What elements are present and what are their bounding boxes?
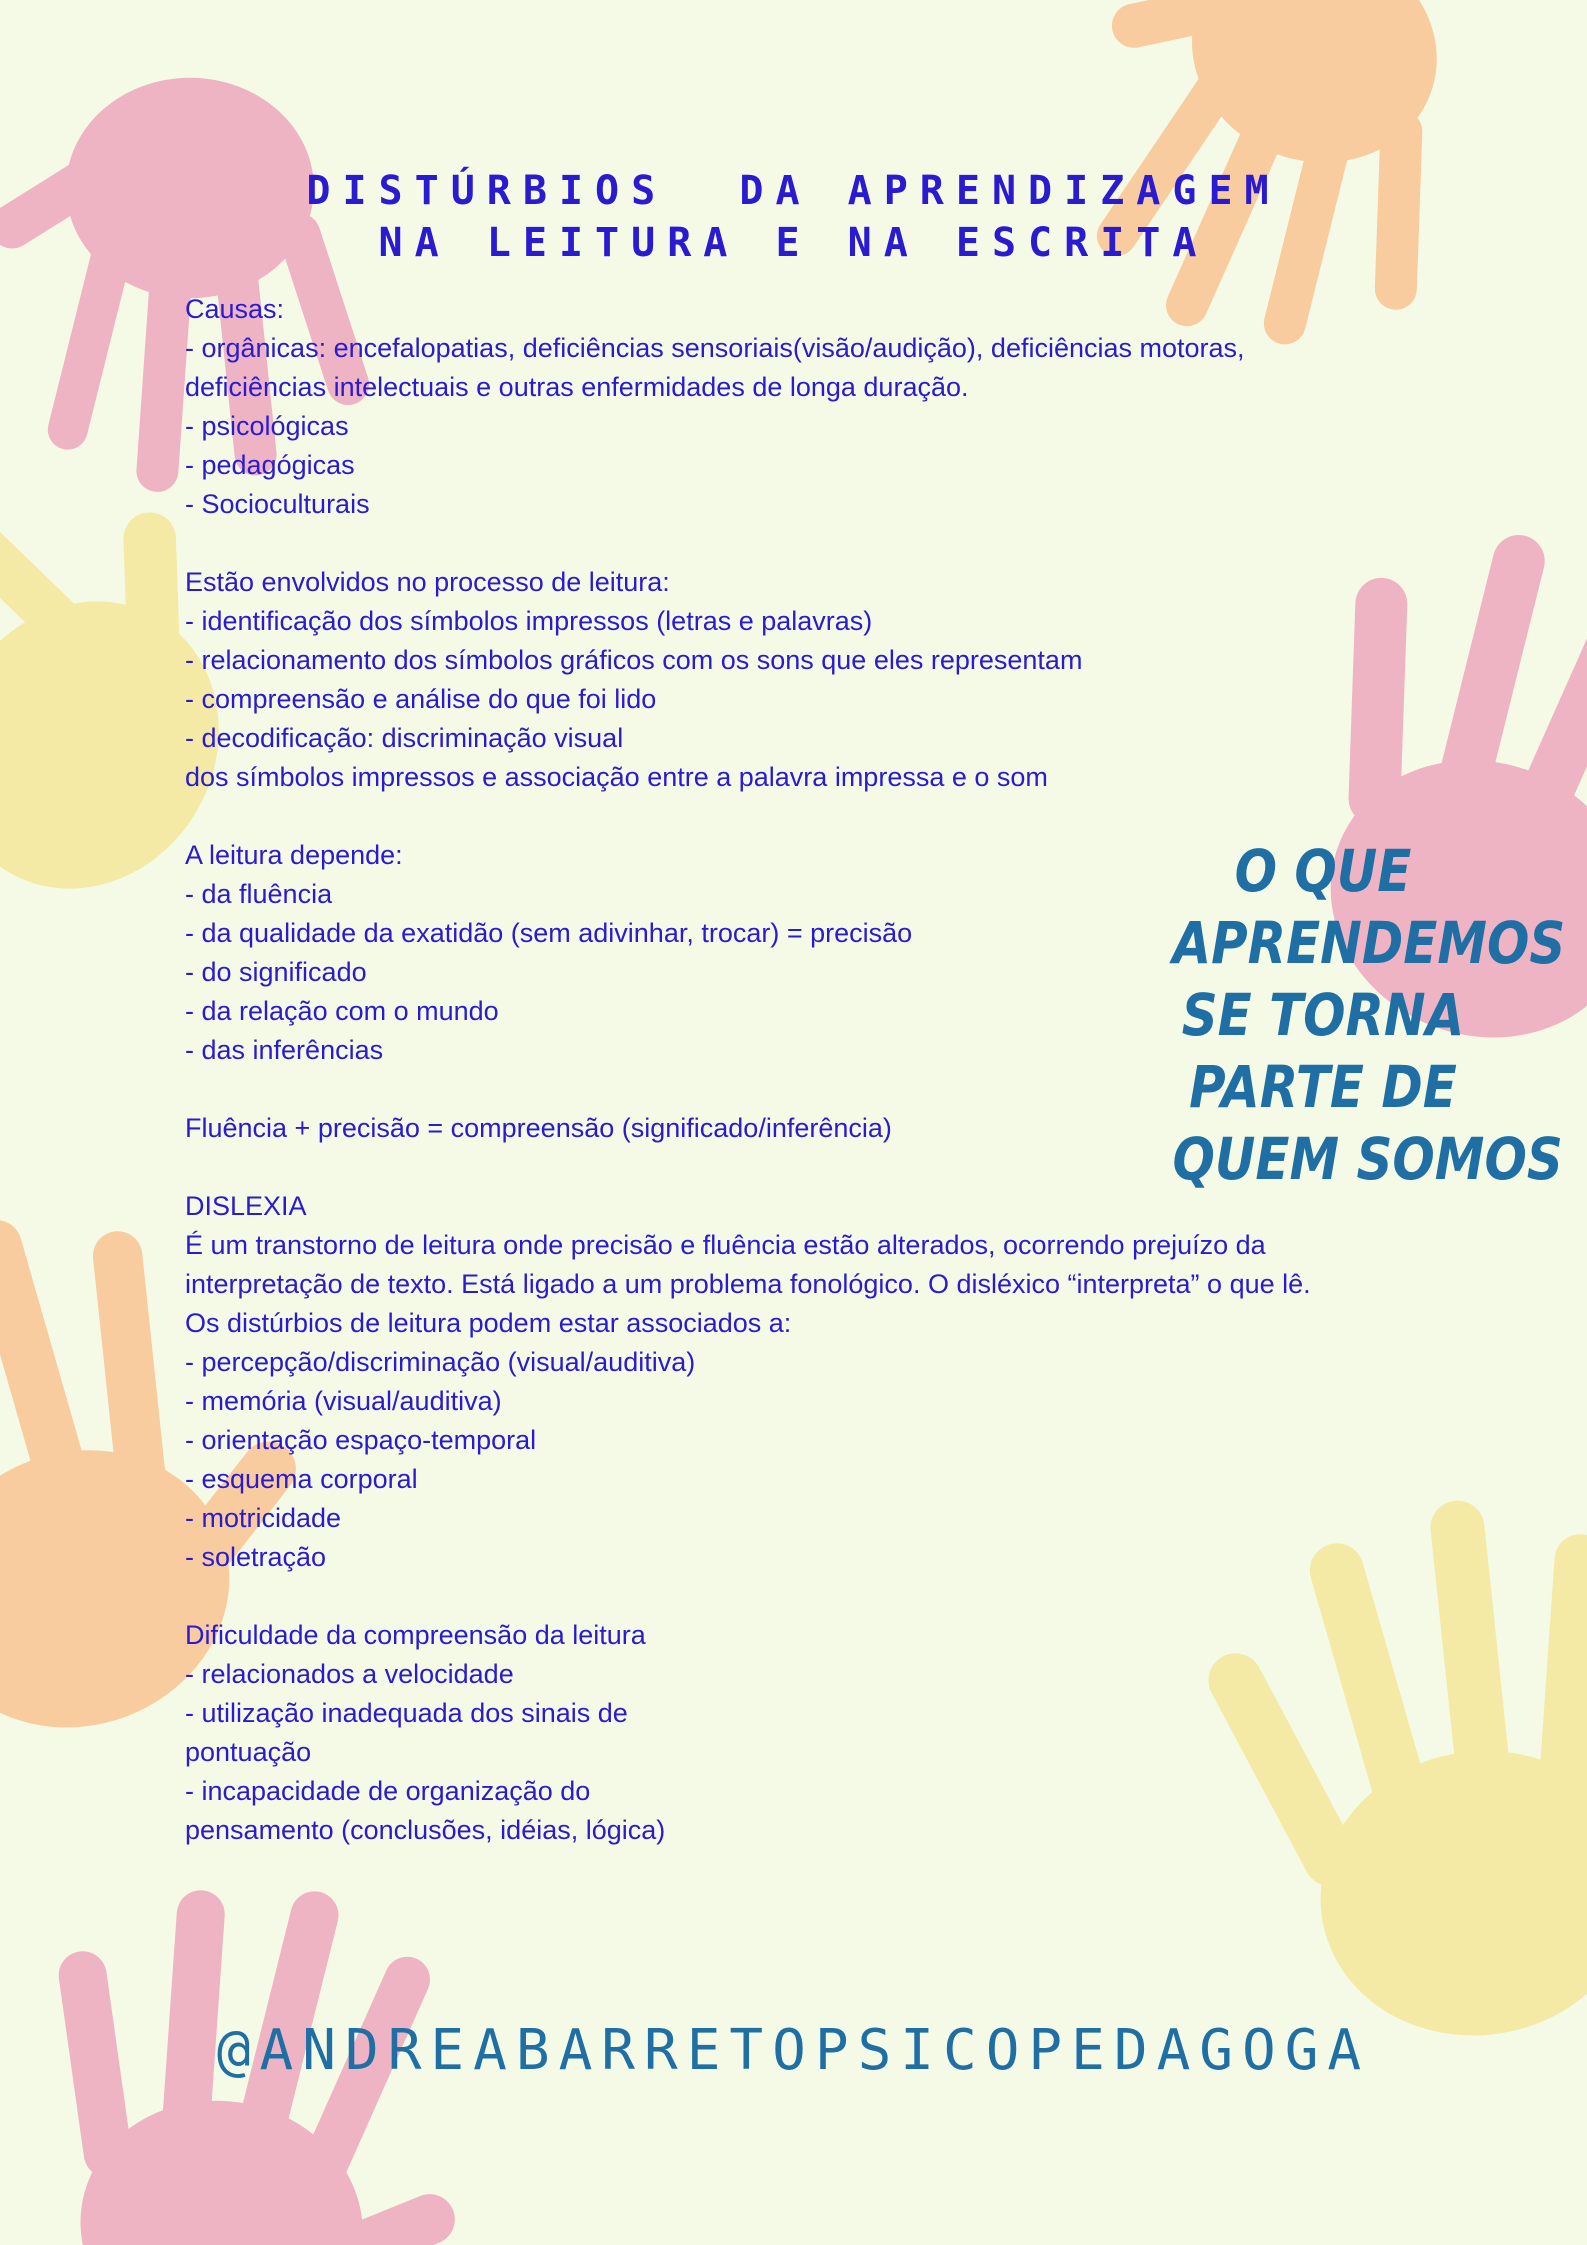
title-line-1: DISTÚRBIOS DA APRENDIZAGEM	[306, 168, 1281, 214]
list-item: - soletração	[185, 1542, 327, 1572]
list-item: - psicológicas	[185, 411, 349, 441]
list-item: - incapacidade de organização do	[185, 1776, 591, 1806]
list-item: - da relação com o mundo	[185, 996, 499, 1026]
quote-line: SE TORNA	[1181, 981, 1465, 1049]
section-dislexia	[185, 1187, 1365, 1577]
list-item: - esquema corporal	[185, 1464, 418, 1494]
list-item: Os distúrbios de leitura podem estar associados a:	[185, 1308, 792, 1338]
list-item: pontuação	[185, 1737, 312, 1767]
dislexia-heading: DISLEXIA	[185, 1191, 307, 1221]
quote-line: APRENDEMOS	[1172, 909, 1566, 977]
list-item: - utilização inadequada dos sinais de	[185, 1698, 628, 1728]
processo-heading: Estão envolvidos no processo de leitura:	[185, 567, 670, 597]
section-causas	[185, 290, 1365, 524]
title-line-2: NA LEITURA E NA ESCRITA	[378, 220, 1209, 266]
fluencia-formula: Fluência + precisão = compreensão (significado/inferência)	[185, 1113, 892, 1143]
list-item: - relacionamento dos símbolos gráficos com os sons que eles representam	[185, 645, 1083, 675]
list-item: - compreensão e análise do que foi lido	[185, 684, 657, 714]
list-item: - do significado	[185, 957, 367, 987]
quote-line: QUEM SOMOS	[1172, 1125, 1563, 1193]
list-item: - orgânicas: encefalopatias, deficiências sensoriais(visão/audição), deficiências motoras,	[185, 333, 1245, 363]
list-item: dos símbolos impressos e associação entre a palavra impressa e o som	[185, 762, 1048, 792]
list-item: - da qualidade da exatidão (sem adivinhar, trocar) = precisão	[185, 918, 913, 948]
quote-line: O QUE	[1234, 837, 1412, 905]
list-item: - identificação dos símbolos impressos (letras e palavras)	[185, 606, 873, 636]
list-item: - Socioculturais	[185, 489, 370, 519]
list-item: pensamento (conclusões, idéias, lógica)	[185, 1815, 666, 1845]
leitura-depende-heading: A leitura depende:	[185, 840, 403, 870]
list-item: - percepção/discriminação (visual/auditiva)	[185, 1347, 696, 1377]
list-item: - memória (visual/auditiva)	[185, 1386, 502, 1416]
causas-heading: Causas:	[185, 294, 285, 324]
quote-callout	[1172, 835, 1566, 1195]
list-item: - orientação espaço-temporal	[185, 1425, 537, 1455]
list-item: deficiências intelectuais e outras enfermidades de longa duração.	[185, 372, 969, 402]
list-item: - relacionados a velocidade	[185, 1659, 514, 1689]
list-item: - motricidade	[185, 1503, 342, 1533]
instagram-handle: @ANDREABARRETOPSICOPEDAGOGA	[216, 2018, 1371, 2083]
list-item: - pedagógicas	[185, 450, 355, 480]
list-item: - decodificação: discriminação visual	[185, 723, 624, 753]
section-dificuldade	[185, 1616, 1365, 1850]
quote-line: PARTE DE	[1189, 1053, 1457, 1121]
list-item: - das inferências	[185, 1035, 384, 1065]
list-item: interpretação de texto. Está ligado a um problema fonológico. O disléxico “interpreta” o que lê.	[185, 1269, 1311, 1299]
list-item: - da fluência	[185, 879, 333, 909]
list-item: É um transtorno de leitura onde precisão e fluência estão alterados, ocorrendo prejuízo da	[185, 1230, 1266, 1260]
section-processo-leitura	[185, 563, 1365, 797]
dificuldade-heading: Dificuldade da compreensão da leitura	[185, 1620, 646, 1650]
